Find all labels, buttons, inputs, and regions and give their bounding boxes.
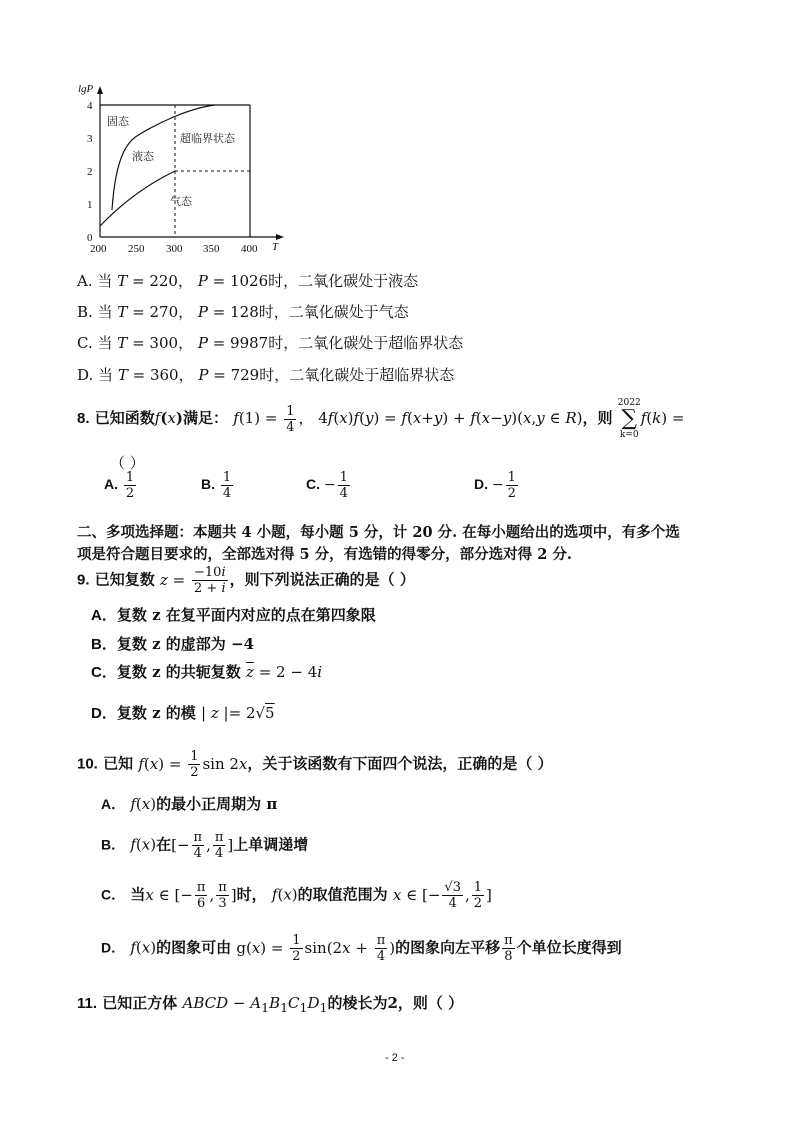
option-text: 时， — [236, 885, 267, 904]
choice-letter: C. — [306, 476, 320, 493]
q10-option-a[interactable]: A． f(x)的最小正周期为 π — [101, 795, 278, 813]
option-text: 在 — [156, 835, 172, 854]
option-letter: B. — [77, 303, 93, 321]
choice-letter: D. — [474, 476, 488, 493]
option-text: 复数 z 在复平面内对应的点在第四象限 — [116, 606, 376, 624]
q7-option-c[interactable]: C. 当 T = 300， P = 9987时，二氧化碳处于超临界状态 — [77, 334, 464, 352]
option-text: 的取值范围为 — [297, 885, 388, 904]
option-letter: C． — [91, 664, 117, 681]
stem-part: ，则 — [582, 409, 613, 427]
fraction: $\frac{\pi}{4}$ — [193, 830, 203, 861]
region-liquid: 液态 — [132, 150, 154, 163]
stem-part: 已知复数 — [94, 570, 155, 589]
page-number: - 2 - — [385, 1052, 405, 1064]
q10-option-c[interactable]: C． 当x ∈ [− $\frac{\pi}{6}$ , $\frac{\pi}{3}$ ]时， f(x)的取值范围为 x ∈ [− $\frac{√3}{4}$ , $\frac{1}{2}$ ] — [101, 880, 492, 911]
q8-choice-d[interactable]: D. − $\frac{1}{2}$ — [474, 470, 516, 501]
question-number: 9. — [77, 571, 90, 589]
region-solid: 固态 — [107, 115, 129, 128]
y-tick-0: 0 — [87, 232, 93, 244]
option-text: 时，二氧化碳处于气态 — [258, 303, 409, 321]
q7-option-b[interactable]: B. 当 T = 270， P = 128时，二氧化碳处于气态 — [77, 303, 409, 321]
question-number: 10. — [77, 755, 98, 773]
option-text: 当 — [130, 885, 146, 904]
x-axis-arrow — [276, 234, 284, 240]
q9-option-a[interactable] — [91, 604, 376, 625]
stem-part: ，关于该函数有下面四个说法，正确的是（ ） — [247, 754, 553, 773]
fraction: $\frac{1}{2}$ — [292, 933, 301, 964]
y-tick-2: 2 — [87, 166, 93, 178]
option-lead: 当 — [97, 272, 113, 290]
stem-part: 已知正方体 — [102, 994, 178, 1012]
fraction: $\frac{\pi}{8}$ — [504, 933, 513, 964]
option-text: 的图象可由 — [156, 938, 232, 957]
fraction: $\frac{1}{2}$ — [473, 880, 483, 911]
option-letter: D． — [91, 705, 117, 722]
q11-stem: 11. 已知正方体 ABCD − $A_1B_1C_1D_1$的棱长为2，则（ ） — [77, 994, 464, 1015]
q10-option-d[interactable]: D． f(x)的图象可由 g(x) = $\frac{1}{2}$ sin(2x + $\frac{\pi}{4}$ )的图象向左平移 $\frac{\pi}{8}$ 个单位长度得到 — [101, 933, 622, 964]
x-tick-250: 250 — [128, 243, 145, 255]
sum-upper: 2022 — [617, 398, 641, 408]
option-text: 复数 z 的共轭复数 — [116, 663, 241, 681]
y-tick-4: 4 — [87, 100, 93, 112]
sublimation-vaporization-curve — [100, 171, 175, 226]
stem-part: 的棱长为2，则（ ） — [327, 994, 464, 1012]
choice-letter: B. — [201, 476, 215, 493]
option-letter: C． — [101, 886, 126, 903]
x-tick-400: 400 — [241, 243, 258, 255]
option-text: 的图象向左平移 — [395, 938, 501, 957]
section2-line1: 二、多项选择题：本题共 4 小题，每小题 5 分，计 20 分. 在每小题给出的选项中，有多个选 — [77, 524, 680, 541]
q8-choice-a[interactable] — [104, 470, 138, 501]
phase-diagram — [70, 80, 290, 260]
fraction: $\frac{\pi}{4}$ — [214, 830, 224, 861]
x-axis-label: T — [272, 241, 279, 253]
fraction: $\frac{\pi}{4}$ — [376, 933, 386, 964]
option-text: 上单调递增 — [233, 835, 309, 854]
t-value: 270 — [149, 303, 179, 321]
stem-part: 已知 — [103, 754, 134, 773]
region-gas: 气态 — [170, 195, 192, 208]
choice-letter: A. — [104, 476, 118, 493]
option-text: 复数 z 的虚部为 −4 — [116, 635, 255, 653]
fraction: $\frac{\pi}{6}$ — [196, 880, 206, 911]
q8-choice-c[interactable]: C. − $\frac{1}{4}$ — [306, 470, 348, 501]
x-tick-200: 200 — [90, 243, 107, 255]
q9-option-c[interactable]: C．复数 z 的共轭复数 $\overline{z} = 2 - 4i$ — [91, 663, 323, 681]
t-value: 220 — [149, 272, 178, 290]
fraction: $\frac{1}{4}$ — [222, 470, 232, 501]
option-text: 个单位长度得到 — [516, 938, 622, 957]
option-letter: D． — [101, 939, 126, 956]
sum-lower: k=0 — [619, 430, 639, 440]
x-tick-350: 350 — [203, 243, 220, 255]
question-number: 8. — [77, 410, 90, 427]
fraction: $\frac{\pi}{3}$ — [218, 880, 227, 911]
fraction: $\frac{1}{2}$ — [125, 470, 135, 501]
q9-option-d[interactable]: D．复数 z 的模 | z |= 2√5 — [91, 704, 275, 722]
t-value: 360 — [149, 366, 179, 384]
summation: 2022 ∑ k=0 — [617, 398, 641, 440]
y-axis-arrow — [97, 86, 103, 94]
option-lead: 当 — [97, 334, 113, 352]
p-value: 9987 — [230, 334, 269, 352]
option-letter: A． — [101, 796, 126, 812]
option-letter: B． — [101, 836, 126, 853]
p-value: 1026 — [229, 272, 269, 290]
fraction: $\frac{-10i}{2 + i}$ — [194, 565, 226, 596]
fraction: $\frac{1}{4}$ — [339, 470, 348, 501]
p-value: 128 — [230, 303, 259, 321]
y-axis-label: lgP — [78, 83, 94, 95]
q10-stem: 10. 已知 f(x) = $\frac{1}{2}$ sin 2x，关于该函数有下面四个说法，正确的是（ ） — [77, 749, 553, 780]
option-letter: C. — [77, 334, 93, 352]
fraction: $\frac{1}{2}$ — [507, 470, 516, 501]
section2-line2: 项是符合题目要求的，全部选对得 5 分，有选错的得零分，部分选对得 2 分. — [77, 546, 572, 563]
q8-paren: （ ） — [110, 454, 145, 472]
option-text: 时，二氧化碳处于超临界状态 — [259, 366, 455, 384]
p-value: 729 — [230, 366, 260, 384]
x-tick-300: 300 — [166, 243, 183, 255]
q9-stem: 9. 已知复数 z = $\frac{-10i}{2 + i}$ ，则下列说法正确的是（ ） — [77, 565, 415, 596]
option-text: 时，二氧化碳处于超临界状态 — [268, 334, 464, 352]
region-supercritical: 超临界状态 — [180, 132, 235, 145]
q10-option-b[interactable]: B． f(x)在[− $\frac{\pi}{4}$ , $\frac{\pi}{4}$ ]上单调递增 — [101, 830, 309, 861]
q8-stem: 8. 已知函数f(x)满足： f(1) = $\frac{1}{4}$ ， 4f(x)f(y) = f(x+y) + f(x−y)(x,y ∈ R)，则 2022 ∑ k=0 f(k) = — [77, 398, 685, 440]
stem-part: 已知函数 — [94, 409, 155, 427]
y-tick-1: 1 — [87, 199, 93, 211]
fraction: $\frac{√3}{4}$ — [444, 880, 461, 911]
option-letter: B． — [91, 636, 117, 653]
q7-option-d[interactable]: D. 当 T = 360， P = 729时，二氧化碳处于超临界状态 — [77, 366, 455, 384]
option-letter: A． — [91, 607, 117, 624]
q7-option-a[interactable]: A. 当 T = 220， P = 1026时，二氧化碳处于液态 — [77, 272, 419, 290]
option-text: 的最小正周期为 π — [156, 795, 278, 813]
y-tick-3: 3 — [87, 133, 93, 145]
q8-choice-b[interactable] — [201, 470, 235, 501]
t-value: 300 — [149, 334, 179, 352]
fraction: $\frac{1}{4}$ — [286, 403, 295, 435]
question-number: 11. — [77, 995, 98, 1012]
option-letter: A. — [77, 272, 93, 290]
option-lead: 当 — [98, 366, 114, 384]
option-text: 复数 z 的模 — [116, 704, 196, 722]
fraction: $\frac{1}{2}$ — [190, 749, 199, 780]
option-letter: D. — [77, 366, 94, 384]
stem-part: ，则下列说法正确的是（ ） — [229, 570, 415, 589]
option-lead: 当 — [97, 303, 113, 321]
stem-part: 满足： — [183, 409, 229, 427]
q9-option-b[interactable] — [91, 633, 254, 654]
option-text: 时，二氧化碳处于液态 — [268, 272, 419, 290]
